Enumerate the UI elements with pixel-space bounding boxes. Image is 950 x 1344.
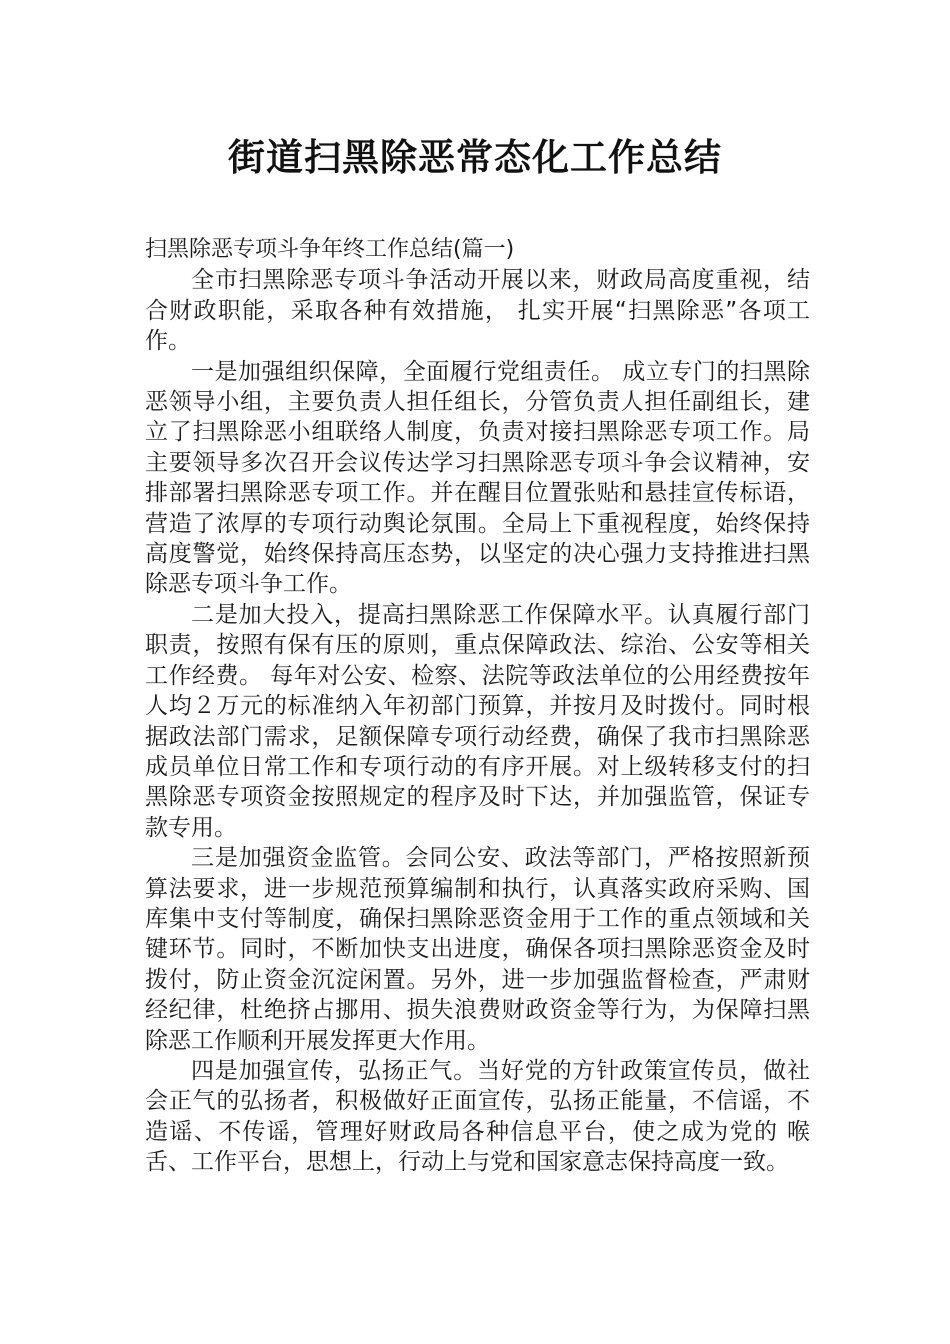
paragraph-fund-supervision: 三是加强资金监管。会同公安、政法等部门，严格按照新预算法要求，进一步规范预算编制和执行，认真落实政府采购、国库集中支付等制度，确保扫黑除恶资金用于工作的重点领域和关键环节。同时，不断加快支出进度，确保各项扫黑除恶资金及时拨付，防止资金沉淀闲置。另外，进一步加强监督检查，严肃财经纪律，杜绝挤占挪用、损失浪费财政资金等行为，为保障扫黑除恶工作顺利开展发挥更大作用。 [145, 845, 810, 1054]
paragraph-publicity: 四是加强宣传，弘扬正气。当好党的方针政策宣传员，做社会正气的弘扬者，积极做好正面宣传，弘扬正能量，不信谣，不造谣、不传谣，管理好财政局各种信息平台，使之成为党的 喉舌、工作平台，思想上，行动上与党和国家意志保持高度一致。 [145, 1057, 810, 1176]
paragraph-intro: 全市扫黑除恶专项斗争活动开展以来，财政局高度重视，结合财政职能，采取各种有效措施， 扎实开展“扫黑除恶”各项工作。 [145, 267, 810, 355]
document-body [145, 235, 810, 1178]
document-title: 街道扫黑除恶常态化工作总结 [228, 135, 722, 179]
section-heading: 扫黑除恶专项斗争年终工作总结(篇一) [145, 237, 515, 262]
paragraph-organization: 一是加强组织保障，全面履行党组责任。 成立专门的扫黑除恶领导小组，主要负责人担任组长，分管负责人担任副组长，建立了扫黑除恶小组联络人制度，负责对接扫黑除恶专项工作。局主要领导多次召开会议传达学习扫黑除恶专项斗争会议精神，安排部署扫黑除恶专项工作。并在醒目位置张贴和悬挂宣传标语，营造了浓厚的专项行动舆论氛围。全局上下重视程度，始终保持高度警觉，始终保持高压态势，以坚定的决心强力支持推进扫黑除恶专项斗争工作。 [145, 358, 810, 598]
paragraph-investment: 二是加大投入，提高扫黑除恶工作保障水平。认真履行部门职责，按照有保有压的原则，重点保障政法、综治、公安等相关工作经费。 每年对公安、检察、法院等政法单位的公用经费按年人均２万元的标准纳入年初部门预算，并按月及时拨付。同时根据政法部门需求，足额保障专项行动经费，确保了我市扫黑除恶成员单位日常工作和专项行动的有序开展。对上级转移支付的扫黑除恶专项资金按照规定的程序及时下达，并加强监管，保证专款专用。 [145, 601, 810, 841]
